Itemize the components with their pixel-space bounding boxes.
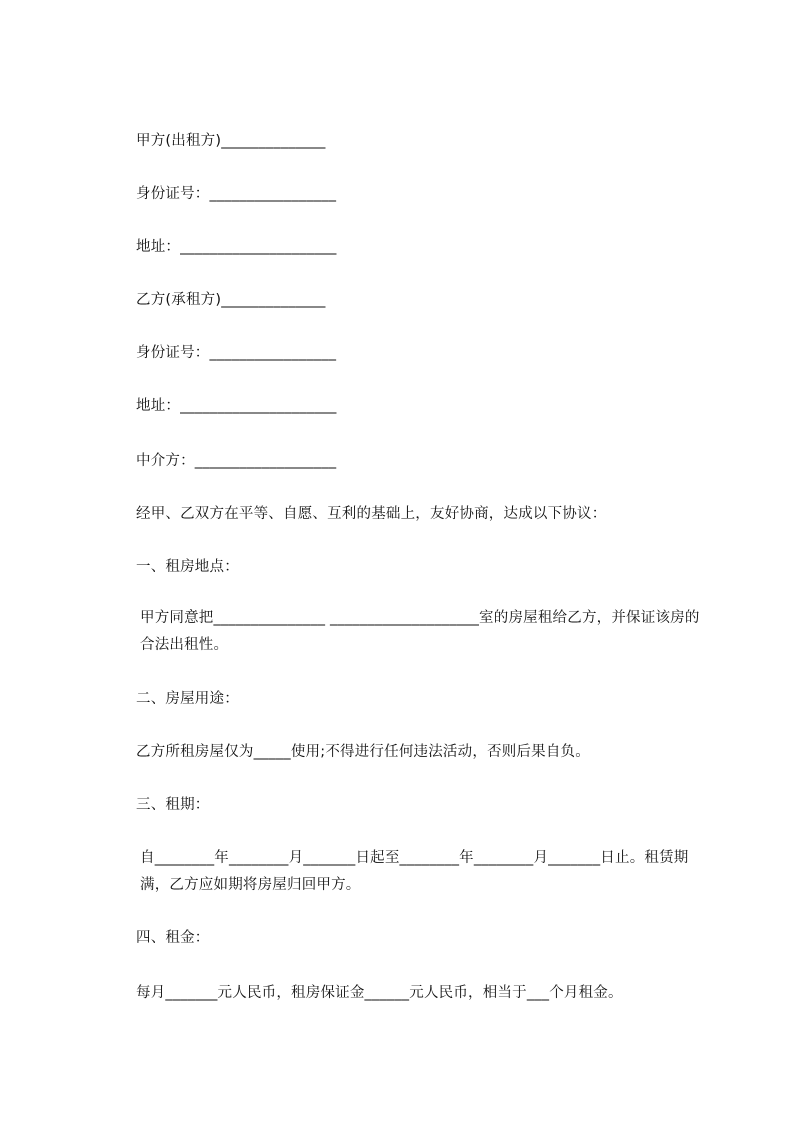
section-2-heading: 二、房屋用途： xyxy=(136,691,239,707)
section-2-body: 乙方所租房屋仅为_____使用;不得进行任何违法活动，否则后果自负。 xyxy=(136,744,590,760)
agent-line: 中介方：___________________ xyxy=(136,453,337,469)
section-1-heading: 一、租房地点： xyxy=(136,559,239,575)
section-1-body: 甲方同意把_______________ ____________________室的房屋租给乙方，并保证该房的合法出租性。 xyxy=(140,610,700,653)
preamble-text: 经甲、乙双方在平等、自愿、互利的基础上，友好协商，达成以下协议： xyxy=(136,506,607,522)
party-a-id-line: 身份证号：_________________ xyxy=(136,186,337,202)
party-b-address-line: 地址：_____________________ xyxy=(136,398,337,414)
party-b-id-line: 身份证号：_________________ xyxy=(136,345,337,361)
party-a-address-line: 地址：_____________________ xyxy=(136,239,337,255)
party-a-name-line: 甲方(出租方)______________ xyxy=(136,133,326,149)
party-b-name-line: 乙方(承租方)______________ xyxy=(136,292,326,308)
section-3-body: 自________年________月_______日起至________年________月_______日止。租赁期满，乙方应如期将房屋归回甲方。 xyxy=(140,850,689,893)
section-4-heading: 四、租金： xyxy=(136,930,210,946)
section-3-heading: 三、租期： xyxy=(136,797,210,813)
section-4-body: 每月_______元人民币，租房保证金______元人民币，相当于___个月租金。 xyxy=(136,985,623,1001)
